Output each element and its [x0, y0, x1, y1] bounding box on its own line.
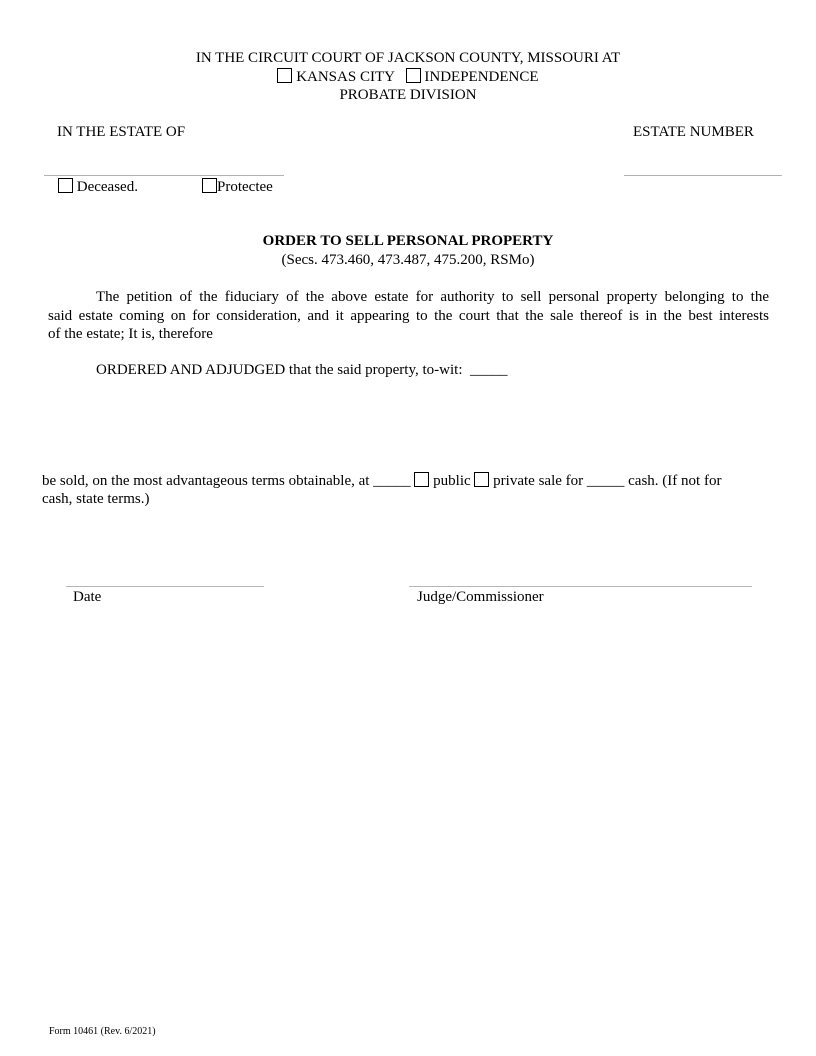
deceased-checkbox[interactable]: [58, 178, 73, 193]
estate-number-label: ESTATE NUMBER: [633, 124, 754, 140]
property-blank[interactable]: _____: [470, 362, 508, 378]
estate-of-label: IN THE ESTATE OF: [57, 124, 186, 140]
deceased-label: Deceased.: [76, 179, 138, 195]
ordered-line: [96, 362, 508, 379]
cash-text: cash. (If not for: [628, 473, 722, 489]
sale-prefix: be sold, on the most advantageous terms obtainable, at: [42, 473, 370, 489]
kansas-city-label: KANSAS CITY: [296, 69, 395, 85]
private-checkbox[interactable]: [474, 472, 489, 487]
deceased-option: [58, 178, 138, 196]
sale-line: [42, 472, 777, 490]
private-label: private sale for: [493, 473, 584, 489]
location-options: [0, 68, 816, 86]
protectee-option: [202, 178, 273, 196]
cash-terms-line: cash, state terms.): [42, 491, 150, 507]
protectee-label: Protectee: [217, 179, 273, 195]
ordered-text: ORDERED AND ADJUDGED that the said property, to-wit:: [96, 362, 463, 378]
form-number: Form 10461 (Rev. 6/2021): [49, 1026, 156, 1037]
petition-paragraph: [48, 288, 769, 344]
petition-line-1: The petition of the fiduciary of the above estate for authority to sell personal property belonging to the: [96, 289, 769, 305]
estate-name-field[interactable]: [44, 175, 284, 176]
court-heading: IN THE CIRCUIT COURT OF JACKSON COUNTY, MISSOURI AT: [195, 50, 621, 66]
independence-checkbox[interactable]: [406, 68, 421, 83]
for-blank[interactable]: _____: [586, 473, 625, 489]
at-blank[interactable]: _____: [373, 473, 411, 489]
independence-label: INDEPENDENCE: [424, 69, 539, 85]
date-signature-line[interactable]: [66, 586, 264, 587]
petition-line-2: said estate coming on for consideration, and it appearing to the court that the sale thereof is in the best interests: [48, 307, 769, 324]
statute-citation: (Secs. 473.460, 473.487, 475.200, RSMo): [281, 252, 535, 268]
division-heading: PROBATE DIVISION: [339, 87, 477, 103]
judge-label: Judge/Commissioner: [417, 589, 544, 605]
public-label: public: [433, 473, 471, 489]
document-title: ORDER TO SELL PERSONAL PROPERTY: [262, 233, 554, 249]
judge-signature-line[interactable]: [409, 586, 752, 587]
public-checkbox[interactable]: [414, 472, 429, 487]
estate-number-field[interactable]: [624, 175, 782, 176]
date-label: Date: [73, 589, 102, 605]
protectee-checkbox[interactable]: [202, 178, 217, 193]
petition-line-3: of the estate; It is, therefore: [48, 326, 213, 342]
kansas-city-checkbox[interactable]: [277, 68, 292, 83]
